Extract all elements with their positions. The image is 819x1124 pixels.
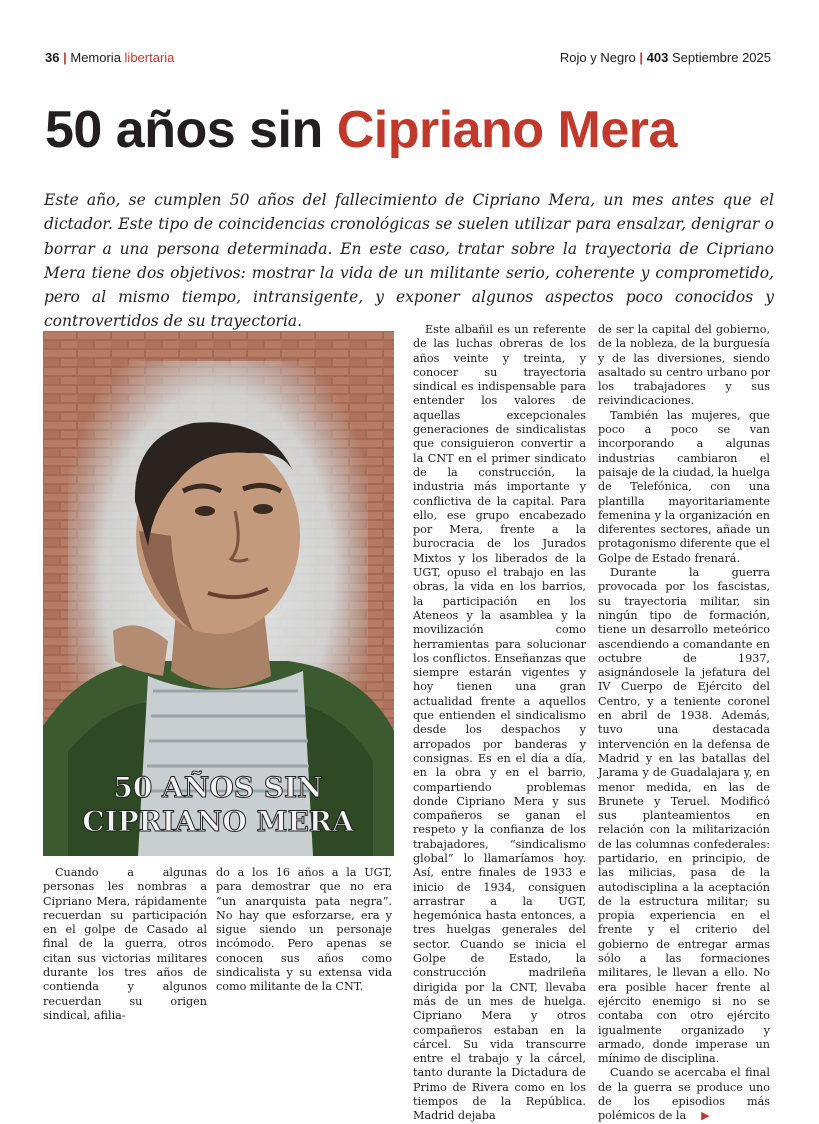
section-accent: libertaria — [124, 50, 175, 65]
mural-caption-line1: 50 AÑOS SIN — [113, 771, 323, 804]
body-paragraph: Cuando a algunas personas les nombras a Cipriano Mera, rápidamente recuerdan su participación en el golpe de Casado al final de la guerra, otros citan sus victorias militares durante los tres años de contienda y algunos recuerdan su origen sindical, afilia- — [43, 866, 207, 1022]
page-header — [45, 50, 771, 68]
title-part2: Cipriano Mera — [336, 101, 677, 159]
mural-image — [43, 331, 394, 856]
body-column-1 — [43, 866, 207, 1023]
issue-date: Septiembre 2025 — [671, 50, 771, 65]
mural-caption-line2: CIPRIANO MERA — [82, 805, 354, 838]
header-right — [560, 50, 771, 65]
publication-name: Rojo y Negro — [559, 50, 636, 65]
article-title — [45, 100, 785, 160]
body-paragraph: de ser la capital del gobierno, de la nobleza, de la burguesía y de las diversiones, siendo asaltado su centro urbano por los trabajadores y sus reivindicaciones. — [598, 323, 770, 408]
body-column-2 — [216, 866, 392, 995]
header-left — [45, 50, 174, 65]
body-column-4 — [598, 323, 770, 1124]
header-separator-2: | — [639, 50, 644, 65]
body-column-3 — [413, 323, 586, 1124]
body-paragraph: Este albañil es un referente de las luchas obreras de los años veinte y treinta, y conocer su trayectoria sindical es indispensable para entender los valores de aquellas excepcionales generaciones de sindicalistas que consiguieron convertir a la CNT en el primer sindicato de la construcción, la industria más importante y conflictiva de la capital. Para ello, ese grupo encabezado por Mera, frente a la burocracia de los Jurados Mixtos y los liberados de la UGT, opuso el trabajo en las obras, la vida en los barrios, la participación en los Ateneos y la asamblea y la movilización como herramientas para solucionar los conflictos. Enseñanzas que siempre estarán vigentes y hoy tienen una gran actualidad frente a aquellos que entienden el sindicalismo desde los despachos y arropados por banderas y consignas. Es en el día a día, en la obra y en el barrio, compartiendo problemas donde Cipriano Mera y sus compañeros se ganan el respeto y la confianza de los trabajadores, “sindicalismo global” lo llamaríamos hoy. Así, entre finales de 1933 e inicio de 1934, consiguen arrastrar a la UGT, hegemónica hasta entonces, a tres huelgas generales del sector. Cuando se inicia el Golpe de Estado, la construcción madrileña dirigida por la CNT, llevaba más de un mes de huelga. Cipriano Mera y otros compañeros estaban en la cárcel. Su vida transcurre entre el trabajo y la cárcel, tanto durante la Dictadura de Primo de Rivera como en los tiempos de la República. Madrid dejaba — [413, 323, 586, 1123]
mural-illustration — [43, 331, 394, 856]
section-name: Memoria — [70, 50, 125, 65]
continue-arrow-icon: ▶ — [701, 1109, 710, 1123]
body-paragraph: do a los 16 años a la UGT, para demostrar que no era “un anarquista pata negra”. No hay que esforzarse, era y sigue siendo un personaje incómodo. Pero apenas se conocen sus años como sindicalista y su extensa vida como militante de la CNT. — [216, 866, 392, 994]
header-separator: | — [63, 50, 67, 65]
body-paragraph: Durante la guerra provocada por los fascistas, su trayectoria militar, sin ningún tipo de formación, tiene un desarrollo meteórico ascendiendo a comandante en octubre de 1937, asignándosele la jefatura del IV Cuerpo de Ejército del Centro, y a teniente coronel en abril de 1938. Además, tuvo una destacada intervención en la defensa de Madrid y en las batallas del Jarama y de Guadalajara y, en menor medida, en las de Brunete y Teruel. Modificó sus planteamientos en relación con la militarización de las columnas confederales: partidario, en principio, de las milicias, pasa de la autodisciplina a la aceptación de la estructura militar; su propia experiencia en el frente y el criterio del gobierno de entregar armas sólo a las formaciones militares, le llevan a ello. No era posible hacer frente al ejército enemigo si no se contaba con otro ejército igualmente organizado y armado, donde imperase un mínimo de disciplina. — [598, 566, 770, 1066]
page-number: 36 — [45, 50, 60, 65]
body-paragraph-text: Cuando se acercaba el final de la guerra se produce uno de los episodios más polémicos de la — [598, 1066, 770, 1123]
title-part1: 50 años sin — [45, 101, 337, 159]
body-paragraph-last — [598, 1066, 770, 1123]
issue-number: 403 — [646, 50, 669, 65]
body-paragraph: También las mujeres, que poco a poco se van incorporando a algunas industrias cambiaron el paisaje de la ciudad, la huelga de Telefónica, con una plantilla mayoritariamente femenina y la organización en diferentes sectores, añade un protagonismo diferente que el Golpe de Estado frenará. — [598, 408, 771, 565]
article-lede: Este año, se cumplen 50 años del fallecimiento de Cipriano Mera, un mes antes que el dictador. Este tipo de coincidencias cronológicas se suelen utilizar para ensalzar, denigrar o borrar a una persona determinada. En este caso, tratar sobre la trayectoria de Cipriano Mera tiene dos objetivos: mostrar la vida de un militante serio, coherente y comprometido, pero al mismo tiempo, intransigente, y exponer algunos aspectos poco conocidos y controvertidos de su trayectoria. — [44, 191, 774, 331]
